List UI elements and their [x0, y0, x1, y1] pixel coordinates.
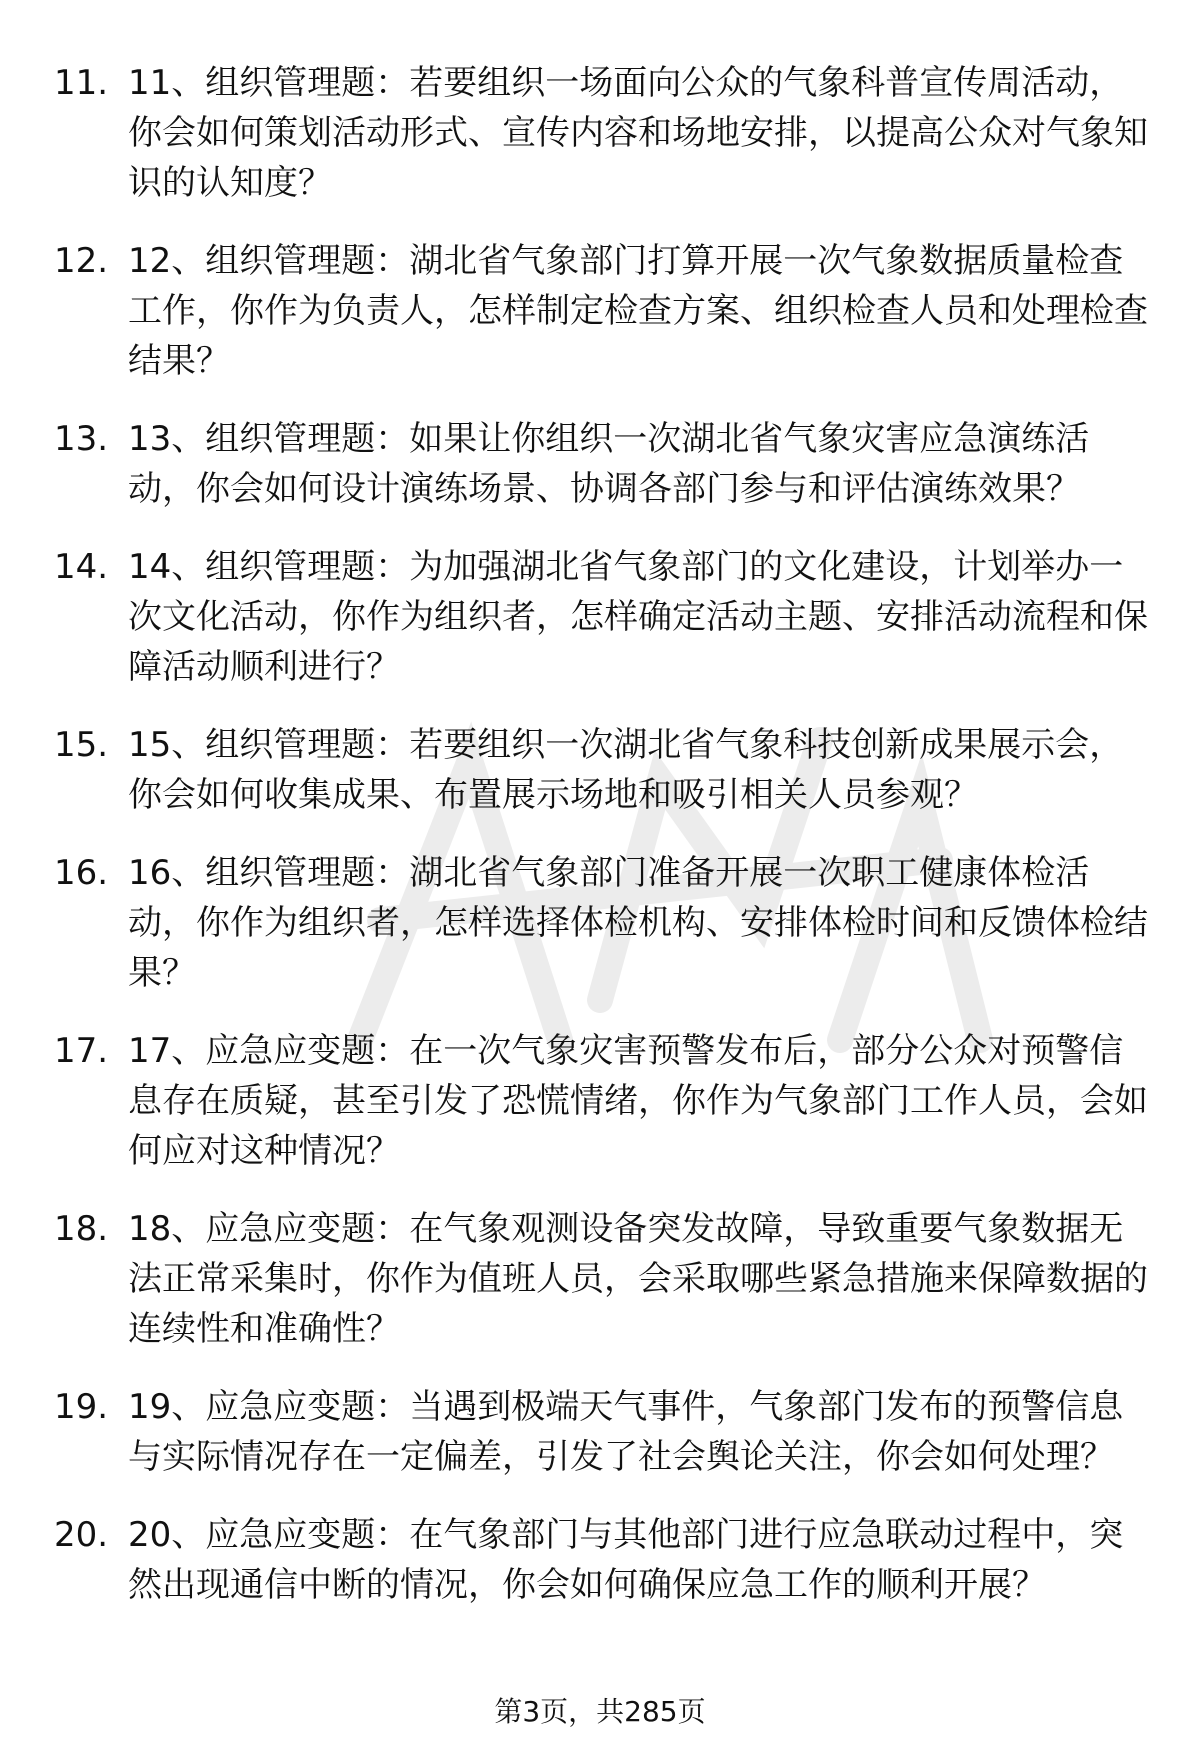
- item-text: 19、应急应变题：当遇到极端天气事件，气象部门发布的预警信息与实际情况存在一定偏差，引发了社会舆论关注，你会如何处理？: [128, 1387, 1124, 1477]
- item-text: 12、组织管理题：湖北省气象部门打算开展一次气象数据质量检查工作，你作为负责人，怎样制定检查方案、组织检查人员和处理检查结果？: [128, 241, 1148, 381]
- item-number: 18.: [54, 1209, 109, 1249]
- item-text: 17、应急应变题：在一次气象灾害预警发布后，部分公众对预警信息存在质疑，甚至引发了恐慌情绪，你作为气象部门工作人员，会如何应对这种情况？: [128, 1031, 1148, 1171]
- item-text: 14、组织管理题：为加强湖北省气象部门的文化建设，计划举办一次文化活动，你作为组织者，怎样确定活动主题、安排活动流程和保障活动顺利进行？: [128, 547, 1148, 687]
- item-number: 14.: [54, 547, 109, 587]
- list-item: [0, 1510, 1200, 1610]
- item-number: 15.: [54, 725, 109, 765]
- list-item: [0, 720, 1200, 820]
- list-item: [0, 542, 1200, 692]
- item-text: 18、应急应变题：在气象观测设备突发故障，导致重要气象数据无法正常采集时，你作为值班人员，会采取哪些紧急措施来保障数据的连续性和准确性？: [128, 1209, 1148, 1349]
- list-item: [0, 1026, 1200, 1176]
- item-number: 11.: [54, 63, 109, 103]
- list-item: [0, 1382, 1200, 1482]
- item-number: 19.: [54, 1387, 109, 1427]
- item-text: 13、组织管理题：如果让你组织一次湖北省气象灾害应急演练活动，你会如何设计演练场景、协调各部门参与和评估演练效果？: [128, 419, 1090, 509]
- item-text: 15、组织管理题：若要组织一次湖北省气象科技创新成果展示会，你会如何收集成果、布置展示场地和吸引相关人员参观？: [128, 725, 1124, 815]
- list-item: [0, 58, 1200, 208]
- item-text: 16、组织管理题：湖北省气象部门准备开展一次职工健康体检活动，你作为组织者，怎样选择体检机构、安排体检时间和反馈体检结果？: [128, 853, 1148, 993]
- item-number: 13.: [54, 419, 109, 459]
- list-item: [0, 1204, 1200, 1354]
- item-number: 20.: [54, 1515, 109, 1555]
- item-text: 11、组织管理题：若要组织一场面向公众的气象科普宣传周活动，你会如何策划活动形式、宣传内容和场地安排，以提高公众对气象知识的认知度？: [128, 63, 1148, 203]
- list-item: [0, 414, 1200, 514]
- item-number: 16.: [54, 853, 109, 893]
- page-footer: 第3页，共285页: [494, 1695, 706, 1728]
- question-list: [0, 58, 1200, 1638]
- item-number: 17.: [54, 1031, 109, 1071]
- list-item: [0, 236, 1200, 386]
- item-text: 20、应急应变题：在气象部门与其他部门进行应急联动过程中，突然出现通信中断的情况，你会如何确保应急工作的顺利开展？: [128, 1515, 1124, 1605]
- item-number: 12.: [54, 241, 109, 281]
- list-item: [0, 848, 1200, 998]
